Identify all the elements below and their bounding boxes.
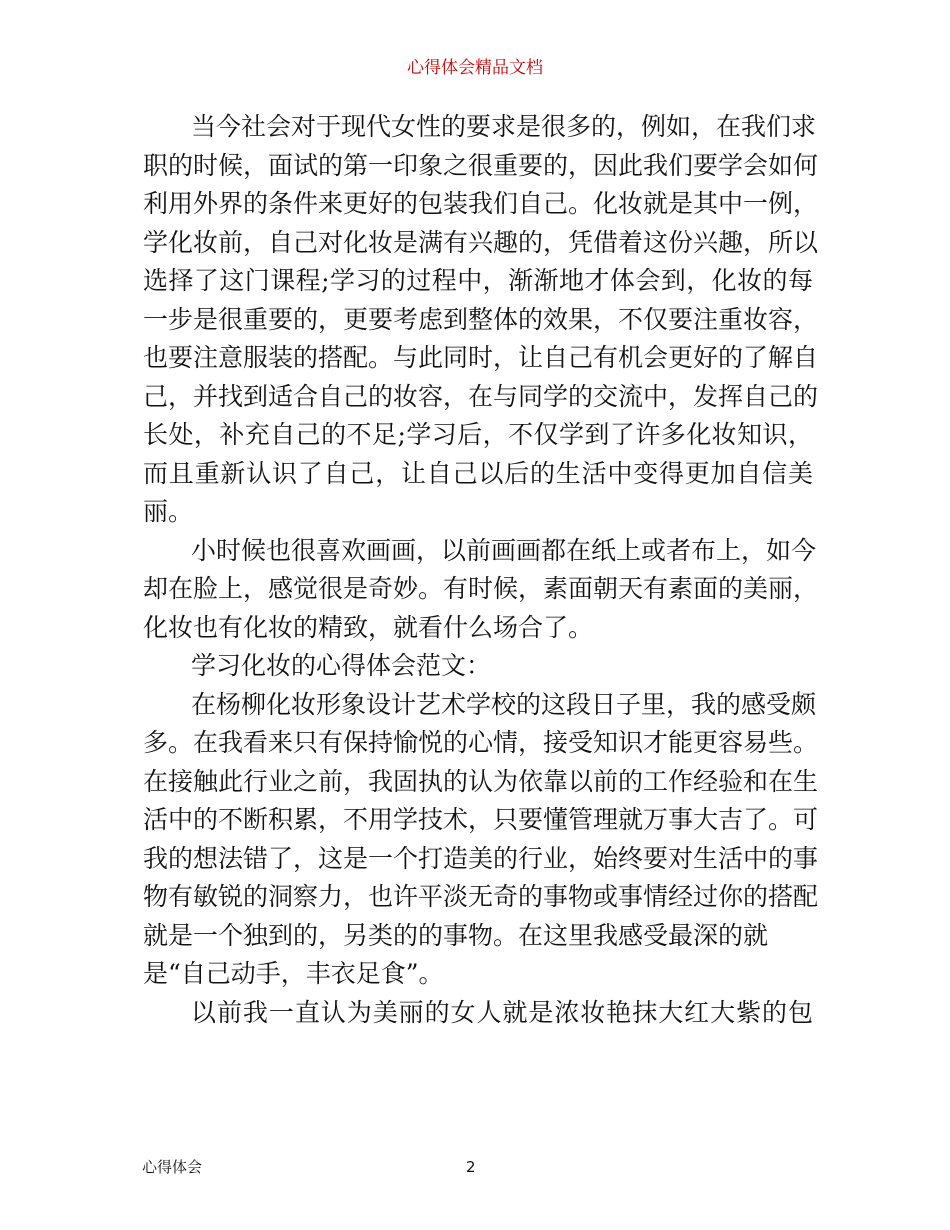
paragraph-line: 以前我一直认为美丽的女人就是浓妆艳抹大红大紫的包	[191, 997, 813, 1027]
paragraph-line: 物有敏锐的洞察力，也许平淡无奇的事物或事情经过你的搭配	[143, 882, 819, 911]
paragraph-line: 学化妆前，自己对化妆是满有兴趣的，凭借着这份兴趣，所以	[143, 227, 819, 257]
paragraph-line: 一步是很重要的，更要考虑到整体的效果，不仅要注重妆容，	[143, 304, 819, 334]
paragraph-line: 利用外界的条件来更好的包装我们自己。化妆就是其中一例，	[143, 189, 819, 218]
paragraph-line: 在接触此行业之前，我固执的认为依靠以前的工作经验和在生	[143, 766, 819, 796]
paragraph-line: 化妆也有化妆的精致，就看什么场合了。	[143, 612, 594, 642]
paragraph-line: 当今社会对于现代女性的要求是很多的，例如，在我们求	[191, 112, 817, 141]
paragraph-line: 小时候也很喜欢画画，以前画画都在纸上或者布上，如今	[191, 535, 817, 565]
paragraph-line: 己，并找到适合自己的妆容，在与同学的交流中，发挥自己的	[143, 381, 819, 411]
paragraph-line: 也要注意服装的搭配。与此同时，让自己有机会更好的了解自	[143, 343, 819, 372]
footer-label: 心得体会	[142, 1158, 203, 1176]
document-body	[143, 108, 819, 1032]
paragraph-line: 在杨柳化妆形象设计艺术学校的这段日子里，我的感受颇	[191, 689, 817, 719]
page-number: 2	[466, 1158, 476, 1176]
paragraph-line: 而且重新认识了自己，让自己以后的生活中变得更加自信美	[143, 458, 813, 488]
document-header-title: 心得体会精品文档	[407, 58, 543, 78]
paragraph-line: 却在脸上，感觉很是奇妙。有时候，素面朝天有素面的美丽，	[143, 574, 819, 603]
paragraph-line: 丽。	[143, 497, 194, 526]
section-heading-line: 学习化妆的心得体会范文：	[191, 651, 492, 680]
paragraph-line: 长处，补充自己的不足;学习后，不仅学到了许多化妆知识，	[143, 420, 813, 449]
paragraph-line: 职的时候，面试的第一印象之很重要的，因此我们要学会如何	[143, 150, 819, 180]
paragraph-line: 我的想法错了，这是一个打造美的行业，始终要对生活中的事	[143, 843, 819, 873]
paragraph-line: 就是一个独到的，另类的的事物。在这里我感受最深的就	[143, 920, 769, 950]
paragraph-line: 是“自己动手，丰衣足食”。	[143, 959, 444, 988]
paragraph-line: 活中的不断积累，不用学技术，只要懂管理就万事大吉了。可	[143, 805, 819, 834]
paragraph-line: 多。在我看来只有保持愉悦的心情，接受知识才能更容易些。	[143, 728, 819, 757]
paragraph-line: 选择了这门课程;学习的过程中，渐渐地才体会到，化妆的每	[143, 266, 813, 295]
